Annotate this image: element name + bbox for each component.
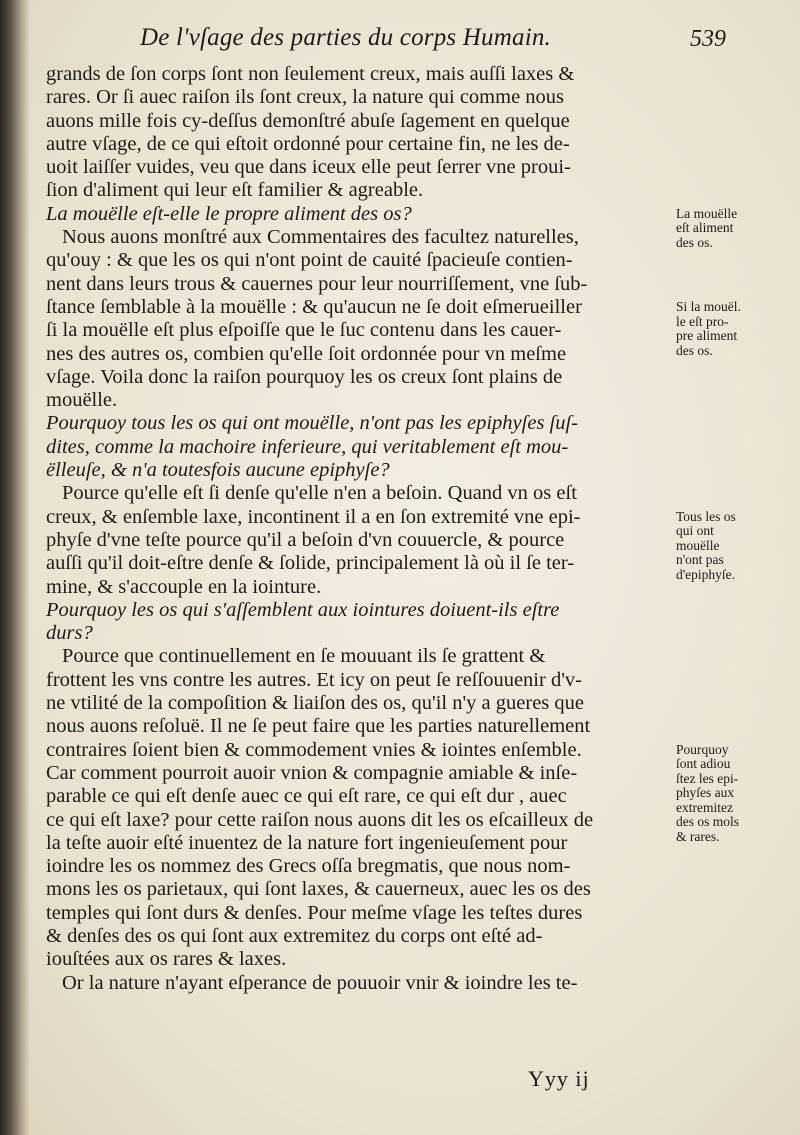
text-line: Pource qu'elle eſt ſi denſe qu'elle n'en a beſoin. Quand vn os eſt [62, 482, 577, 505]
text-line: grands de ſon corps ſont non ſeulement creux, mais auſſi laxes & [46, 63, 575, 85]
text-line: ſi la mouëlle eſt plus eſpoiſſe que le ſuc contenu dans les cauer- [46, 319, 562, 342]
text-line: autre vſage, de ce qui eſtoit ordonné pour certaine fin, ne les de- [46, 132, 570, 155]
margin-note-line: ſont adiou [676, 756, 731, 772]
margin-note-line: ſtez les epi- [676, 770, 739, 786]
margin-note-line: & rares. [676, 828, 720, 844]
margin-note [676, 300, 741, 358]
question-line: durs? [46, 622, 93, 645]
text-line: ſion d'aliment qui leur eſt familier & agreable. [46, 179, 424, 202]
text-line: Or la nature n'ayant eſperance de pouuoir vnir & ioindre les te- [62, 971, 578, 994]
margin-note-line: d'epiphyſe. [676, 566, 736, 582]
text-line: ioindre les os nommez des Grecs oſſa bregmatis, que nous nom- [46, 855, 571, 878]
text-line: rares. Or ſi auec raiſon ils ſont creux, la nature qui comme nous [46, 86, 565, 109]
text-line: contraires ſoient bien & commodement vnies & iointes enſemble. [46, 738, 582, 761]
text-line: la teſte auoir eſté inuentez de la nature fort ingenieuſement pour [46, 831, 568, 854]
margin-note-line: eſt aliment [676, 220, 734, 236]
margin-note-line: La mouëlle [676, 205, 738, 221]
text-line: auons mille fois cy-deſſus demonſtré abuſe ſagement en quelque [46, 109, 570, 132]
text-line: vſage. Voila donc la raiſon pourquoy les os creux ſont plains de [46, 365, 563, 388]
page-number: 539 [690, 26, 726, 52]
text-line: mouëlle. [46, 389, 118, 412]
running-head: De l'vſage des parties du corps Humain. [140, 24, 552, 51]
text-line: creux, & enſemble laxe, incontinent il a en ſon extremité vne epi- [46, 505, 581, 528]
text-line: ne vtilité de la compoſition & liaiſon des os, qu'il n'y a gueres que [46, 692, 585, 715]
text-line: parable ce qui eſt denſe auec ce qui eſt rare, ce qui eſt dur , auec [46, 785, 567, 808]
question-line: ëlleuſe, & n'a toutesfois aucune epiphyſe? [46, 459, 390, 482]
text-line: ce qui eſt laxe? pour cette raiſon nous auons dit les os eſcailleux de [46, 808, 594, 831]
book-gutter-shadow [0, 0, 30, 1135]
main-text-block [46, 63, 671, 995]
margin-note [676, 207, 737, 251]
text-line: nous auons reſoluë. Il ne ſe peut faire que les parties naturellement [46, 715, 591, 738]
margin-note [676, 743, 739, 845]
margin-note-line: Si la mouël. [676, 299, 741, 314]
text-line: Pource que continuellement en ſe mouuant ils ſe grattent & [62, 645, 546, 668]
text-line: auſſi qu'il doit-eſtre denſe & ſolide, principalement là où il ſe ter- [46, 552, 575, 575]
text-line: Car comment pourroit auoir vnion & compagnie amiable & inſe- [46, 761, 578, 784]
text-line: ſtance ſemblable à la mouëlle : & qu'aucun ne ſe doit eſmerueiller [46, 295, 582, 318]
margin-note-line: extremitez [676, 799, 733, 815]
text-line: mons les os parietaux, qui ſont laxes, & cauerneux, auec les os des [46, 878, 591, 901]
text-line: qu'ouy : & que les os qui n'ont point de cauité ſpacieuſe contien- [46, 249, 573, 272]
text-line: Nous auons monſtré aux Commentaires des facultez naturelles, [62, 226, 579, 249]
text-line: frottent les vns contre les autres. Et icy on peut ſe reſſouuenir d'v- [46, 668, 582, 691]
margin-note-line: Pourquoy [676, 741, 729, 757]
text-line: iouſtées aux os rares & laxes. [46, 948, 287, 971]
question-line: dites, comme la machoire inferieure, qui veritablement eſt mou- [46, 435, 569, 458]
text-line: & denſes des os qui ſont aux extremitez du corps ont eſté ad- [46, 924, 543, 947]
question-line: La mouëlle eſt-elle le propre aliment des os? [46, 202, 412, 225]
text-line: nes des autres os, combien qu'elle ſoit ordonnée pour vn meſme [46, 342, 567, 365]
question-line: Pourquoy les os qui s'aſſemblent aux iointures doiuent-ils eſtre [46, 598, 560, 621]
margin-note-line: n'ont pas [676, 552, 724, 568]
margin-note [676, 510, 736, 583]
text-line: temples qui ſont durs & denſes. Pour meſme vſage les teſtes dures [46, 901, 583, 924]
text-line: phyſe d'vne teſte pource qu'il a beſoin d'vn couuercle, & pource [46, 528, 565, 551]
text-line: uoit laiſſer vuides, veu que dans iceux elle peut ſerrer vne proui- [46, 156, 571, 179]
question-line: Pourquoy tous les os qui ont mouëlle, n'ont pas les epiphyſes ſuſ- [46, 412, 579, 435]
margin-note-line: des os. [676, 234, 713, 250]
margin-note-line: mouëlle [676, 537, 720, 553]
text-line: nent dans leurs trous & cauernes pour leur nourriſſement, vne ſub- [46, 272, 588, 295]
signature-mark: Yyy ij [528, 1066, 590, 1091]
margin-note-line: des os mols [676, 814, 740, 830]
margin-note-line: phyſes aux [676, 785, 735, 801]
margin-note-line: des os. [676, 342, 713, 358]
text-line: mine, & s'accouple en la iointure. [46, 575, 322, 598]
margin-note-line: le eſt pro- [676, 313, 729, 329]
margin-note-line: pre aliment [676, 328, 738, 343]
margin-note-line: Tous les os [676, 508, 736, 524]
margin-note-line: qui ont [676, 523, 714, 539]
